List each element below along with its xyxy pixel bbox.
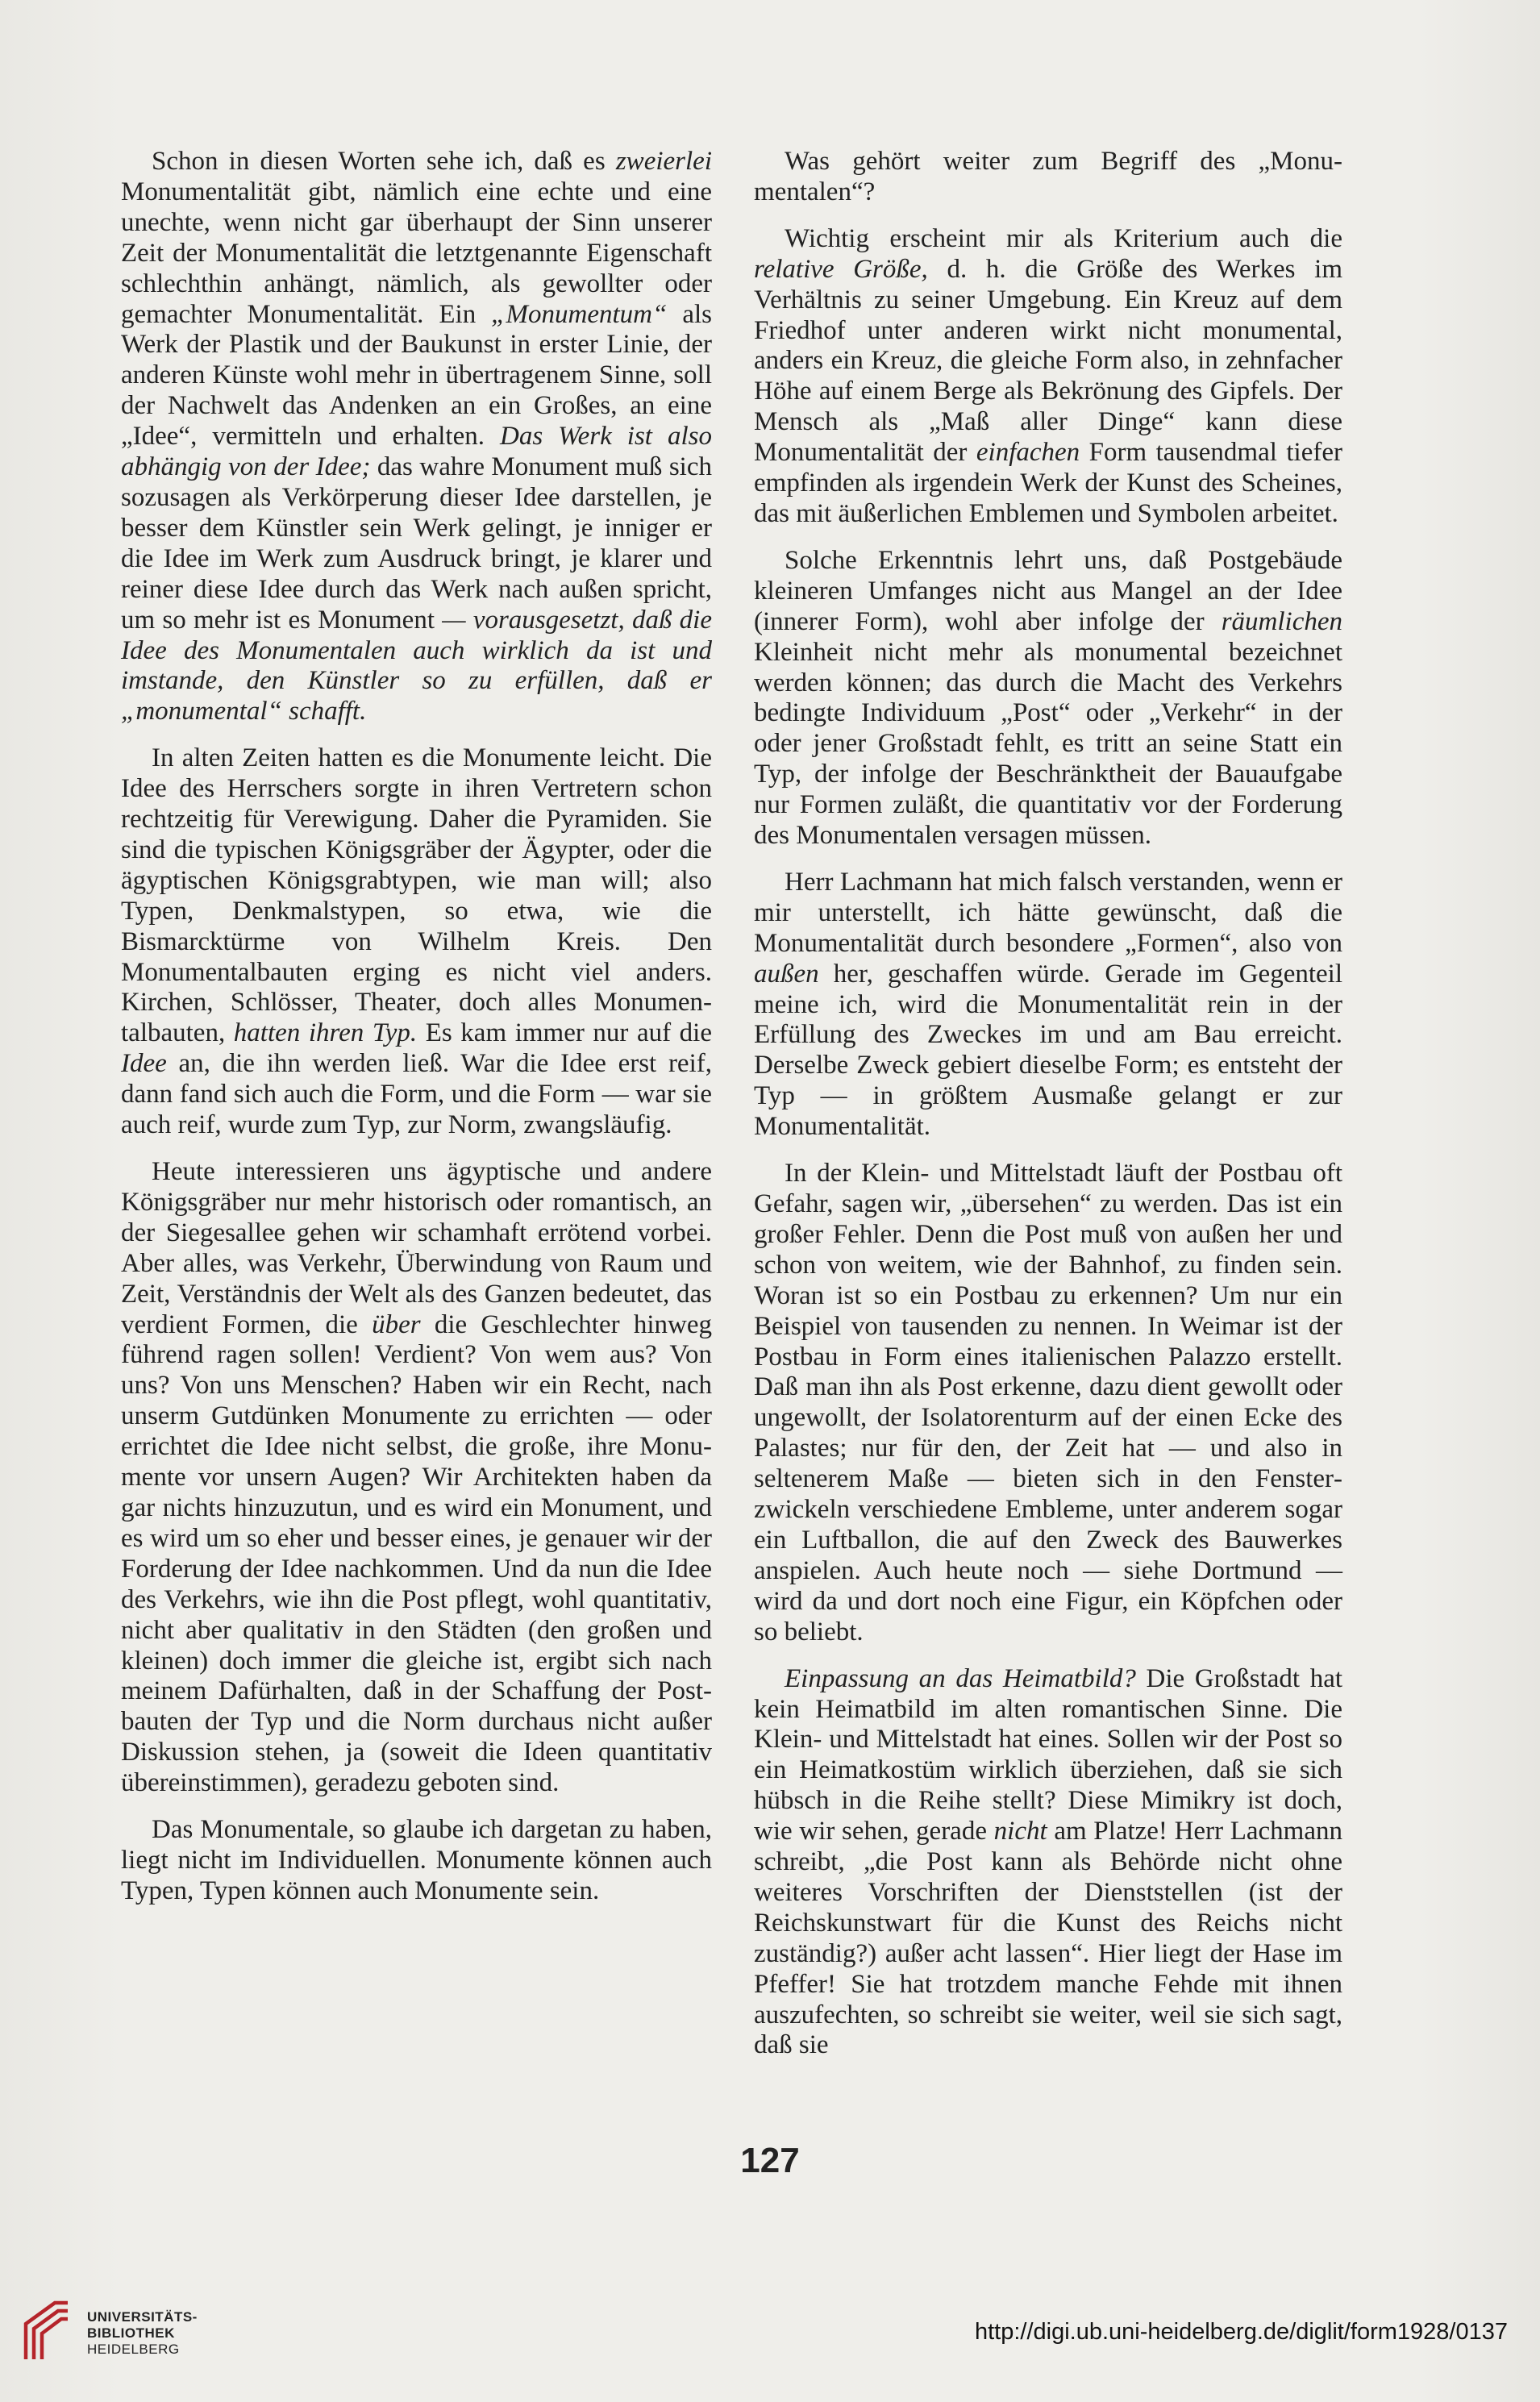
paragraph: In alten Zeiten hatten es die Monumente leicht. Die Idee des Herrschers sorgte in ihren Vertretern schon rechtzeitig für Verewigung. Daher die Pyramiden. Sie sind die typischen Königsgräber der Ägypter, oder die ägyptischen Königsgrabtypen, wie man will; also Typen, Denkmalstypen, so etwa, wie die Bismarcktürme von Wilhelm Kreis. Den Monumentalbauten erging es nicht viel anders. Kirchen, Schlösser, Theater, doch alles Monumentalbauten, hatten ihren Typ. Es kam immer nur auf die Idee an, die ihn werden ließ. War die Idee erst reif, dann fand sich auch die Form, und die Form — war sie auch reif, wurde zum Typ, zur Norm, zwangsläufig. xyxy=(121,743,713,1140)
paragraph: Schon in diesen Worten sehe ich, daß es zweierlei Monumentalität gibt, nämlich eine echte und eine unechte, wenn nicht gar überhaupt der Sinn unserer Zeit der Monumentalität die letztgenannte Eigenschaft schlechthin anhängt, nämlich, als gewollter oder gemachter Monumentalität. Ein „Monumentum“ als Werk der Plastik und der Baukunst in erster Linie, der anderen Künste wohl mehr in übertragenem Sinne, soll der Nachwelt das Andenken an ein Großes, an eine „Idee“, vermitteln und erhalten. Das Werk ist also abhängig von der Idee; das wahre Monument muß sich sozusagen als Verkörperung dieser Idee darstellen, je besser dem Künstler sein Werk gelingt, je inniger er die Idee im Werk zum Ausdruck bringt, je klarer und reiner diese Idee durch das Werk nach außen spricht, um so mehr ist es Monument — vorausgesetzt, daß die Idee des Monumentalen auch wirklich da ist und imstande, den Künstler so zu erfüllen, daß er „monumental“ schafft. xyxy=(121,147,712,726)
paragraph: Herr Lachmann hat mich falsch verstanden, wenn er mir unterstellt, ich hätte gewünscht, daß die Monumentalität durch besondere „Formen“, also von außen her, geschaffen würde. Gerade im Gegenteil meine ich, wird die Monumentalität rein in der Erfüllung des Zweckes im und am Bau erreicht. Derselbe Zweck gebiert dieselbe Form; es entsteht der Typ — in größtem Ausmaße gelangt er zur Monumentalität. xyxy=(754,867,1342,1142)
paragraph: Wichtig erscheint mir als Kriterium auch die relative Größe, d. h. die Größe des Werkes im Verhältnis zu seiner Umgebung. Ein Kreuz auf dem Friedhof unter anderen wirkt nicht monumental, anders ein Kreuz, die gleiche Form also, in zehnfacher Höhe auf einem Berge als Bekrönung des Gipfels. Der Mensch als „Maß aller Dinge“ kann diese Monumentalität der einfachen Form tausendmal tiefer empfinden als irgendein Werk der Kunst des Scheines, das mit äußerlichen Emblemen und Symbolen arbeitet. xyxy=(754,223,1342,528)
right-text-column xyxy=(754,147,1342,2077)
library-name xyxy=(87,2309,198,2358)
left-text-column xyxy=(121,147,712,1923)
logo-strokes xyxy=(26,2303,68,2359)
paragraph: Heute interessieren uns ägyptische und andere Königsgräber nur mehr historisch oder romantisch, an der Siegesallee gehen wir schamhaft errötend vorbei. Aber alles, was Verkehr, Überwindung von Raum und Zeit, Verständnis der Welt als des Ganzen bedeutet, das verdient Formen, die über die Geschlechter hinweg führend ragen sollen! Verdient? Von wem aus? Von uns? Von uns Menschen? Haben wir ein Recht, nach unserm Gutdünken Monumente zu errichten — oder errichtet die Idee nicht selbst, die große, ihre Monumente vor unsern Augen? Wir Architekten haben da gar nichts hinzuzutun, und es wird ein Monument, und es wird um so eher und besser eines, je genauer wir der Forderung der Idee nachkommen. Und da nun die Idee des Verkehrs, wie ihn die Post pflegt, wohl quantitativ, nicht aber qualitativ in den Städten (den großen und kleinen) doch immer die gleiche ist, ergibt sich nach meinem Dafürhalten, daß in der Schaffung der Postbauten der Typ und die Norm durchaus nicht außer Diskussion stehen, ja (soweit die Ideen quantitativ übereinstimmen), geradezu geboten sind. xyxy=(121,1157,713,1798)
paragraph: Solche Erkenntnis lehrt uns, daß Postgebäude kleineren Umfanges nicht aus Mangel an der Idee (innerer Form), wohl aber infolge der räumlichen Kleinheit nicht mehr als monumental bezeichnet werden können; das durch die Macht des Verkehrs bedingte Individuum „Post“ oder „Verkehr“ in der oder jener Großstadt fehlt, es tritt an seine Statt ein Typ, der infolge der Beschränktheit der Bauaufgabe nur Formen zuläßt, die quantitativ vor der Forderung des Monumentalen versagen müssen. xyxy=(754,545,1342,851)
library-name-line3: HEIDELBERG xyxy=(87,2342,180,2357)
paragraph: Einpassung an das Heimatbild? Die Großstadt hat kein Heimatbild im alten romantischen Sinne. Die Klein- und Mittelstadt hat eines. Sollen wir der Post so ein Heimatkostüm wirklich überziehen, daß sie sich hübsch in die Reihe stellt? Diese Mimikry ist doch, wie wir sehen, gerade nicht am Platze! Herr Lachmann schreibt, „die Post kann als Behörde nicht ohne weiteres Vorschriften der Dienststellen (ist der Reichskunstwart für die Kunst des Reichs nicht zuständig?) außer acht lassen“. Hier liegt der Hase im Pfeffer! Sie hat trotzdem manche Fehde mit ihnen auszufechten, so schreibt sie weiter, weil sie sich sagt, daß sie xyxy=(754,1663,1343,2060)
paragraph: Was gehört weiter zum Begriff des „Monumentalen“? xyxy=(754,147,1342,206)
library-name-line2: BIBLIOTHEK xyxy=(87,2325,175,2341)
library-name-line1: UNIVERSITÄTS- xyxy=(87,2309,198,2325)
library-logo-icon xyxy=(23,2300,71,2361)
page-number: 127 xyxy=(740,2141,800,2180)
paragraph: In der Klein- und Mittelstadt läuft der Postbau oft Gefahr, sagen wir, „übersehen“ zu werden. Das ist ein großer Fehler. Denn die Post muß von außen her und schon von weitem, wie der Bahnhof, zu finden sein. Woran ist so ein Postbau zu erkennen? Um nur ein Beispiel von tausenden zu nennen. In Weimar ist der Postbau in Form eines italienischen Palazzo erstellt. Daß man ihn als Post erkenne, dazu dient gewollt oder ungewollt, der Isolatorenturm auf der einen Ecke des Palastes; nur für den, der Zeit hat — und also in seltenerem Maße — bieten sich in den Fensterzwickeln verschiedene Embleme, unter anderem sogar ein Luftballon, die auf den Zweck des Bauwerkes anspielen. Auch heute noch — siehe Dortmund — wird da und dort noch eine Figur, ein Köpfchen oder so beliebt. xyxy=(754,1159,1342,1646)
paragraph: Das Monumentale, so glaube ich dargetan zu haben, liegt nicht im Individuellen. Monumente können auch Typen, Typen können auch Monumente sein. xyxy=(121,1815,712,1905)
logo-stroke-inner xyxy=(42,2319,68,2359)
source-url[interactable]: http://digi.ub.uni-heidelberg.de/diglit/form1928/0137 xyxy=(974,2319,1508,2345)
